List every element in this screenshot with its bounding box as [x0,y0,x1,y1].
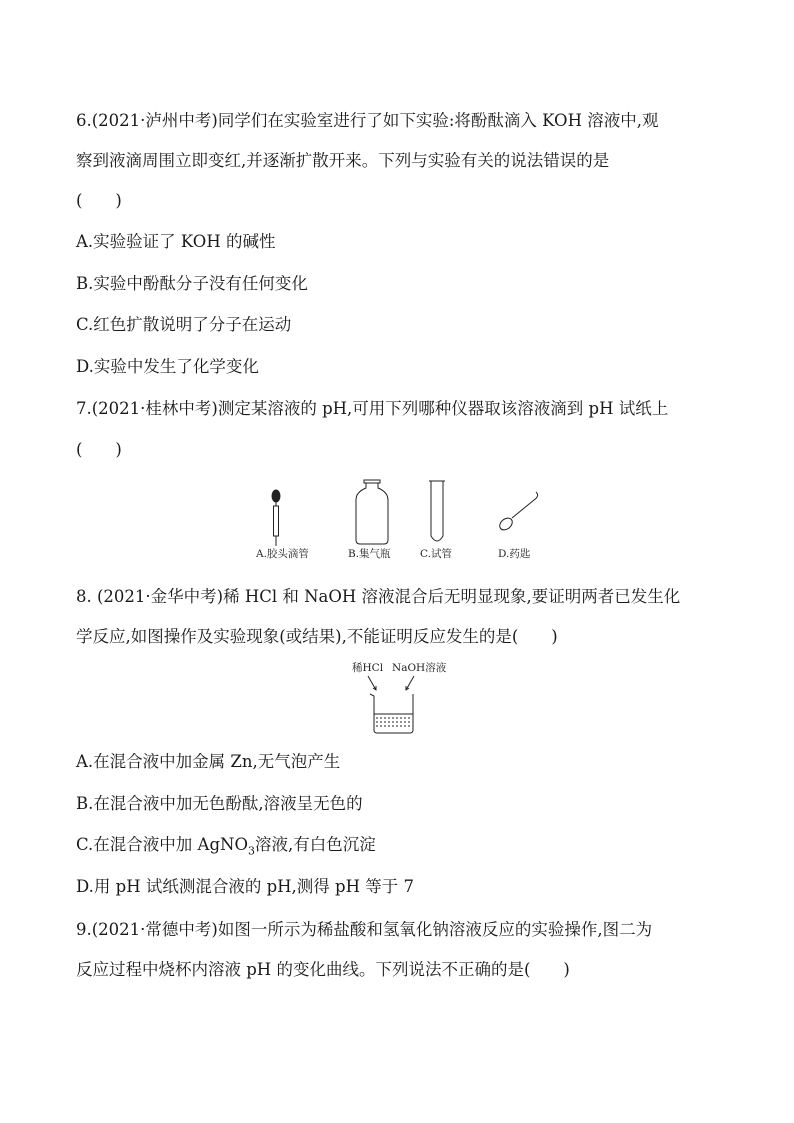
q8-option-d: D.用 pH 试纸测混合液的 pH,测得 pH 等于 7 [76,877,414,896]
q8-option-a: A.在混合液中加金属 Zn,无气泡产生 [76,752,341,771]
beaker-illustration [340,658,460,738]
q7-stem-line1: 7.(2021·桂林中考)测定某溶液的 pH,可用下列哪种仪器取该溶液滴到 pH 试纸上 [76,399,669,418]
dropper-icon [272,490,280,546]
q7-answer-paren: ( ) [76,440,122,459]
q6-stem-line2: 察到液滴周围立即变红,并逐渐扩散开来。下列与实验有关的说法错误的是 [76,151,610,170]
caption-a: A.胶头滴管 [256,548,309,560]
test-tube-icon [429,481,445,541]
q8-stem-line1: 8. (2021·金华中考)稀 HCl 和 NaOH 溶液混合后无明显现象,要证明两者已发生化 [76,587,681,606]
q8-option-b: B.在混合液中加无色酚酞,溶液呈无色的 [76,794,363,813]
q7-apparatus-figure [250,478,550,564]
q8-beaker-figure [340,658,460,738]
caption-d: D.药匙 [498,548,531,560]
q6-answer-paren: ( ) [76,191,122,210]
label-dilute-hcl: 稀HCl [352,662,384,674]
q6-option-b: B.实验中酚酞分子没有任何变化 [76,274,308,293]
q8-option-c-text-end: 溶液,有白色沉淀 [254,835,376,854]
label-naoh-solution: NaOH溶液 [392,662,447,674]
q6-option-a: A.实验验证了 KOH 的碱性 [76,232,276,251]
q9-stem-line2: 反应过程中烧杯内溶液 pH 的变化曲线。下列说法不正确的是( ) [76,960,570,979]
q8-stem-line2: 学反应,如图操作及实验现象(或结果),不能证明反应发生的是( ) [76,627,558,646]
caption-c: C.试管 [420,548,452,560]
q6-stem-line1: 6.(2021·泸州中考)同学们在实验室进行了如下实验:将酚酞滴入 KOH 溶液中,观 [76,111,659,130]
q8-option-c-subscript: 3 [247,844,255,858]
q8-option-c [76,835,376,858]
spoon-icon [497,492,537,532]
apparatus-illustration [250,478,550,564]
gas-bottle-icon [356,480,388,544]
q6-option-c: C.红色扩散说明了分子在运动 [76,315,292,334]
q9-stem-line1: 9.(2021·常德中考)如图一所示为稀盐酸和氢氧化钠溶液反应的实验操作,图二为 [76,920,653,939]
q6-option-d: D.实验中发生了化学变化 [76,357,259,376]
caption-b: B.集气瓶 [348,548,391,560]
q8-option-c-text: C.在混合液中加 AgNO [76,835,248,854]
beaker-icon [368,676,414,733]
